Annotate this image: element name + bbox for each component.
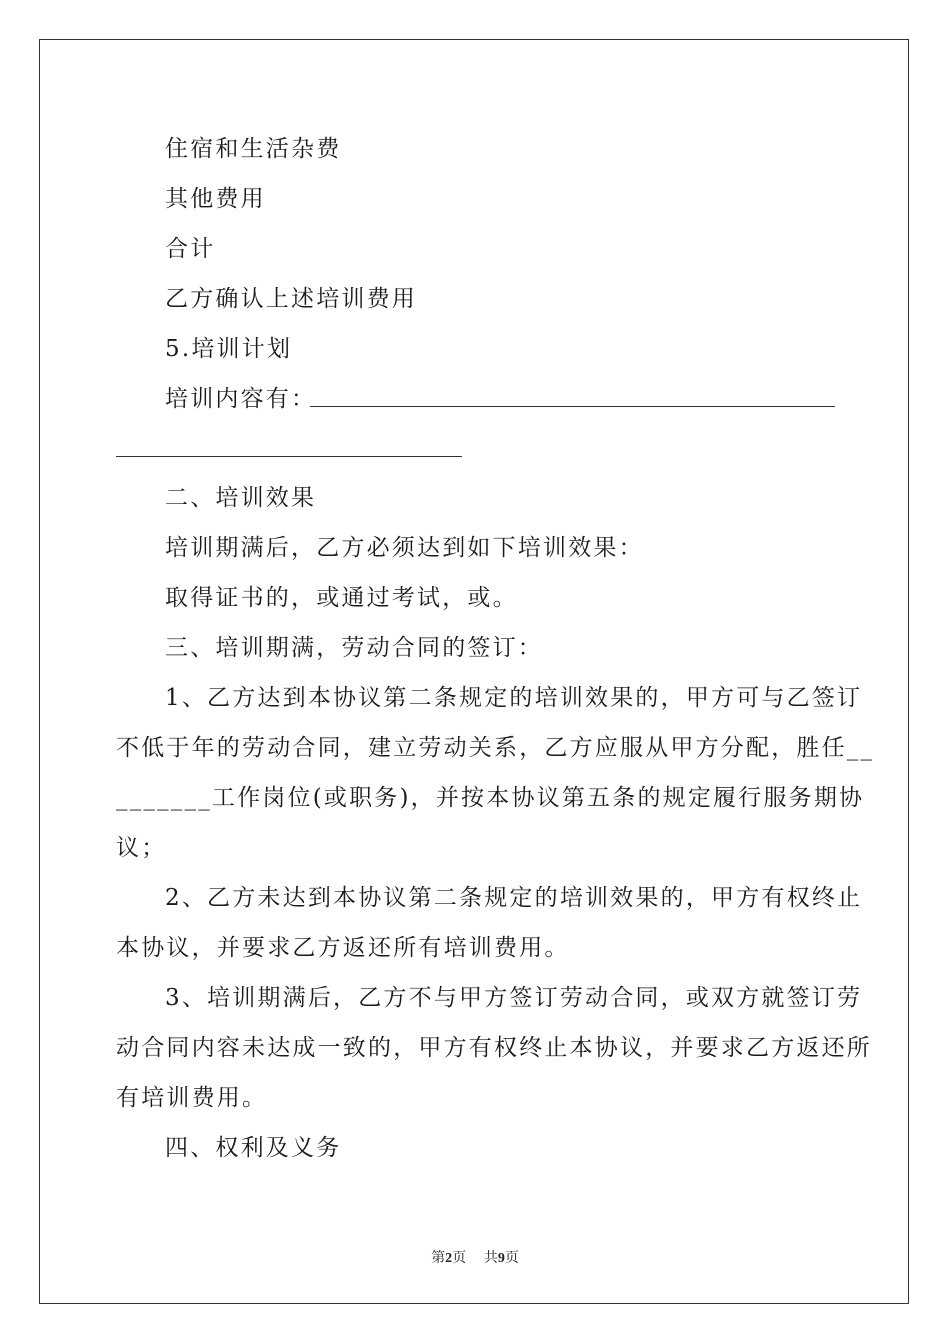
line-training-content: 培训内容有： xyxy=(165,386,317,412)
paragraph-line: 取得证书的，或通过考试，或。 xyxy=(165,585,518,611)
paragraph-line: 本协议，并要求乙方返还所有培训费用。 xyxy=(116,935,570,961)
page-number: 第2页 xyxy=(431,1250,467,1266)
line-other-fees: 其他费用 xyxy=(165,186,266,212)
paragraph-line: 培训期满后，乙方必须达到如下培训效果： xyxy=(165,535,644,561)
line-training-plan-heading: 5.培训计划 xyxy=(165,336,293,362)
paragraph-line: 1、乙方达到本协议第二条规定的培训效果的，甲方可与乙签订 xyxy=(165,685,863,711)
page-total: 共9页 xyxy=(483,1250,519,1266)
line-total: 合计 xyxy=(165,236,216,262)
section-two-heading: 二、培训效果 xyxy=(165,485,317,511)
paragraph-line: 议； xyxy=(116,835,167,861)
paragraph-line: 2、乙方未达到本协议第二条规定的培训效果的，甲方有权终止 xyxy=(165,885,863,911)
blank-line-content-1 xyxy=(310,406,835,407)
section-four-heading: 四、权利及义务 xyxy=(165,1135,342,1161)
paragraph-line: _______工作岗位(或职务)，并按本协议第五条的规定履行服务期协 xyxy=(116,785,865,811)
page-footer xyxy=(0,1247,950,1267)
section-three-heading: 三、培训期满，劳动合同的签订： xyxy=(165,635,543,661)
page-border xyxy=(39,39,909,1304)
paragraph-line: 有培训费用。 xyxy=(116,1085,268,1111)
paragraph-line: 动合同内容未达成一致的，甲方有权终止本协议，并要求乙方返还所 xyxy=(116,1035,872,1061)
line-accommodation-fee: 住宿和生活杂费 xyxy=(165,136,342,162)
line-confirm-fees: 乙方确认上述培训费用 xyxy=(165,286,417,312)
paragraph-line: 不低于年的劳动合同，建立劳动关系，乙方应服从甲方分配，胜任__ xyxy=(116,735,875,761)
paragraph-line: 3、培训期满后，乙方不与甲方签订劳动合同，或双方就签订劳 xyxy=(165,985,863,1011)
blank-line-content-2 xyxy=(116,456,462,457)
